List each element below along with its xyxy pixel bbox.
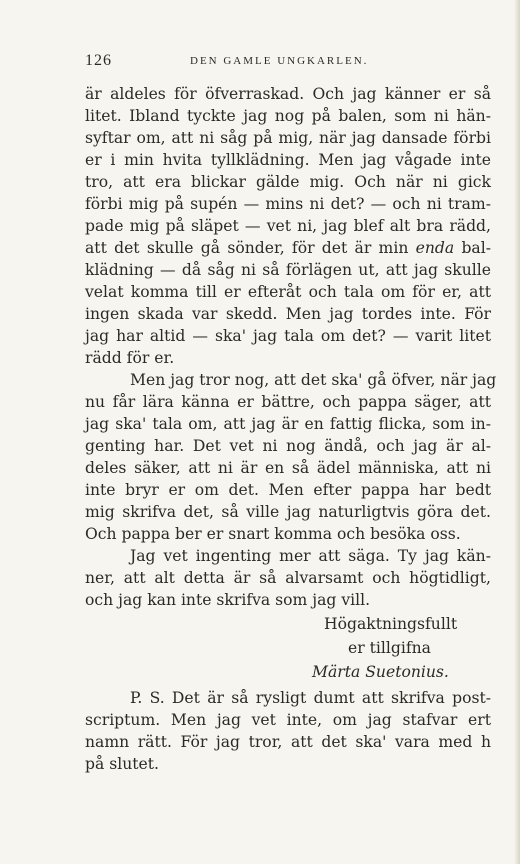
text-line: rädd för er. (85, 349, 175, 367)
text-line: klädning — då såg ni så förlägen ut, att jag skulle (85, 261, 491, 279)
text-line: jag ska' tala om, att jag är en fattig flicka, som in- (85, 415, 491, 433)
text-line: syftar om, att ni såg på mig, när jag dansade förbi (85, 129, 491, 147)
text-line: Jag vet ingenting mer att säga. Ty jag kän- (130, 547, 491, 565)
text-line: förbi mig på supén — mins ni det? — och ni tram- (85, 195, 491, 213)
closing-line: Högaktningsfullt (324, 615, 458, 633)
text-line: velat komma till er efteråt och tala om för er, att (85, 283, 491, 301)
text-line: jag har altid — ska' jag tala om det? — varit litet (85, 327, 491, 345)
text-line: inte bryr er om det. Men efter pappa har bedt (85, 481, 491, 499)
text-line: Och pappa ber er snart komma och besöka oss. (85, 525, 461, 543)
postscript-line: scriptum. Men jag vet inte, om jag stafvar ert (85, 711, 491, 729)
postscript-line: på slutet. (85, 755, 159, 773)
text-line: tro, att era blickar gälde mig. Och när ni gick (85, 173, 491, 191)
text-line: ingen skada var skedd. Men jag tordes inte. För (85, 305, 491, 323)
text-line: genting har. Det vet ni nog ändå, och jag är al- (85, 437, 491, 455)
text-line: är aldeles för öfverraskad. Och jag känner er så (85, 85, 491, 103)
page-edge-shadow (514, 0, 520, 864)
signature-name: Märta Suetonius. (312, 663, 449, 681)
text-line: er i min hvita tyllklädning. Men jag vågade inte (85, 151, 491, 169)
text-line: mig skrifva det, så ville jag naturligtvis göra det. (85, 503, 491, 521)
running-title: DEN GAMLE UNGKARLEN. (190, 55, 369, 67)
postscript-line: namn rätt. För jag tror, att det ska' vara med h (85, 733, 491, 751)
page-number: 126 (85, 52, 112, 69)
closing-line: er tillgifna (348, 639, 431, 657)
text-line: deles säker, att ni är en så ädel människa, att ni (85, 459, 491, 477)
text-line: pade mig på släpet — vet ni, jag blef alt bra rädd, (85, 217, 491, 235)
text-line: litet. Ibland tyckte jag nog på balen, som ni hän- (85, 107, 491, 125)
text-line: och jag kan inte skrifva som jag vill. (85, 591, 371, 609)
text-line: nu får lära känna er bättre, och pappa säger, att (85, 393, 491, 411)
emphasized-word: enda (415, 239, 455, 257)
text-line: att det skulle gå sönder, för det är min enda bal- (85, 239, 491, 257)
text-line: Men jag tror nog, att det ska' gå öfver, när jag (130, 371, 497, 389)
text-line: ner, att alt detta är så alvarsamt och högtidligt, (85, 569, 491, 587)
postscript-line: P. S. Det är så rysligt dumt att skrifva post- (130, 689, 491, 707)
page-header (85, 52, 465, 72)
